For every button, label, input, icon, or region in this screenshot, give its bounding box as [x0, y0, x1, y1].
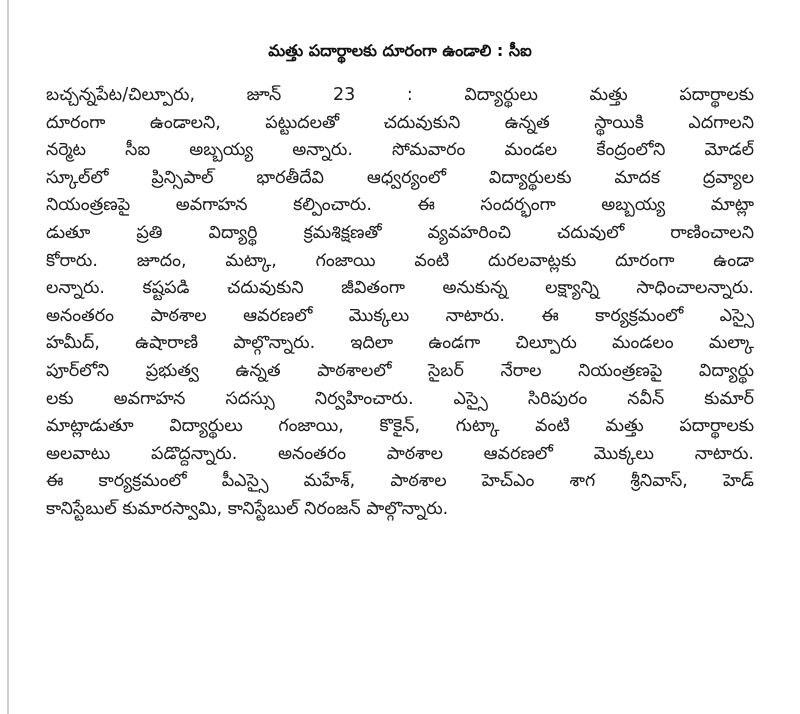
column-rule: [7, 0, 9, 714]
article-line: లకు అవగాహన సదస్సు నిర్వహించారు. ఎస్సై సిరిపురం నవీన్ కుమార్: [46, 388, 754, 409]
article-line: అనంతరం పాఠశాల ఆవరణలో మొక్కలు నాటారు. ఈ కార్యక్రమంలో ఎస్సై: [46, 305, 754, 326]
article-line: నియంత్రణపై అవగాహన కల్పించారు. ఈ సందర్భంగా అబ్బయ్య మాట్లా: [46, 195, 754, 216]
article-line: దూరంగా ఉండాలని, పట్టుదలతో చదువుకుని ఉన్నత స్థాయికి ఎదగాలని: [46, 112, 754, 133]
article-line: కోరారు. జూదం, మట్కా, గంజాయి వంటి దురలవాట్లకు దూరంగా ఉండా: [46, 250, 754, 271]
article-line: బచ్చన్నపేట/చిల్పూరు, జూన్ 23 : విద్యార్థులు మత్తు పదార్థాలకు: [46, 85, 754, 105]
article-line: ఈ కార్యక్రమంలో పీఎస్సై మహేశ్, పాఠశాల హెచ్ఎం శాగ శ్రీనివాస్, హెడ్: [46, 471, 754, 492]
article-line: కానిస్టేబుల్ కుమారస్వామి, కానిస్టేబుల్ నిరంజన్ పాల్గొన్నారు.: [46, 498, 449, 519]
article-line: మాట్లాడుతూ విద్యార్థులు గంజాయి, కొకైన్, గుట్కా వంటి మత్తు పదార్థాలకు: [46, 416, 754, 437]
article-line: అలవాటు పడొద్దన్నారు. అనంతరం పాఠశాల ఆవరణలో మొక్కలు నాటారు.: [46, 443, 754, 464]
article-line: స్కూల్‌లో ప్రిన్సిపాల్ భారతీదేవి ఆధ్వర్యంలో విద్యార్థులకు మాదక ద్రవ్యాల: [46, 167, 754, 188]
article-body: [46, 82, 754, 524]
article-headline: మత్తు పదార్థాలకు దూరంగా ఉండాలి : సీఐ: [268, 40, 532, 60]
article-line: పూర్‌లోని ప్రభుత్వ ఉన్నత పాఠశాలలో సైబర్ నేరాల నియంత్రణపై విద్యార్థు: [46, 360, 754, 381]
article-line: లన్నారు. కష్టపడి చదువుకుని జీవితంగా అనుకున్న లక్ష్యాన్ని సాధించాలన్నారు.: [46, 278, 754, 299]
article-line: హమీద్, ఉషారాణి పాల్గొన్నారు. ఇదిలా ఉండగా చిల్పూరు మండలం మల్కా: [46, 333, 754, 354]
article-line: నర్మెట సీఐ అబ్బయ్య అన్నారు. సోమవారం మండల కేంద్రంలోని మోడల్: [46, 140, 754, 161]
article-line: డుతూ ప్రతి విద్యార్థి క్రమశిక్షణతో వ్యవహరించి చదువులో రాణించాలని: [46, 222, 754, 243]
